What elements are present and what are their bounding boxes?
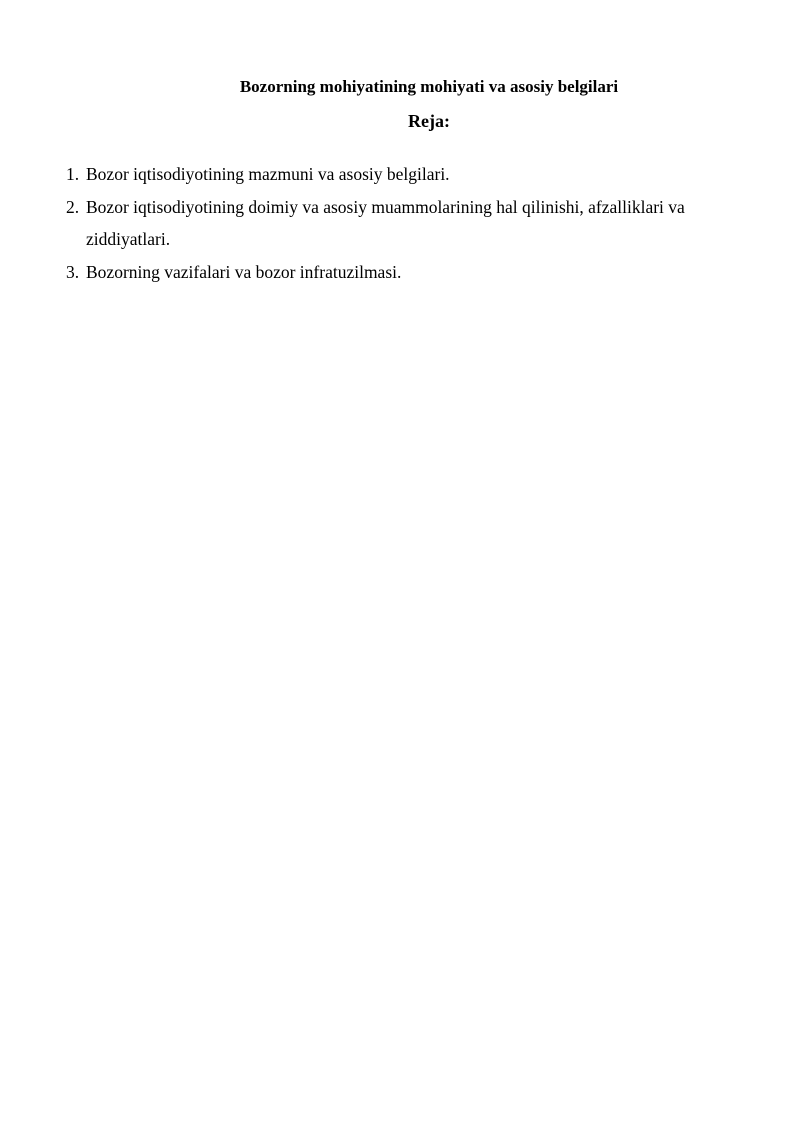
list-item	[66, 191, 746, 256]
list-item-text: Bozor iqtisodiyotining doimiy va asosiy muammolarining hal qilinishi, afzalliklari va ziddiyatlari.	[86, 196, 685, 249]
document-title: Bozorning mohiyatining mohiyati va asosiy belgilari	[239, 77, 619, 96]
plan-list	[66, 158, 746, 288]
list-item-text: Bozorning vazifalari va bozor infratuzilmasi.	[86, 261, 402, 282]
list-item-number: 1.	[66, 164, 80, 184]
list-item-number: 3.	[66, 261, 80, 282]
list-item-number: 2.	[66, 196, 80, 217]
list-item-text: Bozor iqtisodiyotining mazmuni va asosiy belgilari.	[86, 164, 450, 184]
list-item	[66, 256, 746, 289]
list-item	[66, 158, 746, 191]
plan-heading: Reja:	[408, 111, 450, 131]
